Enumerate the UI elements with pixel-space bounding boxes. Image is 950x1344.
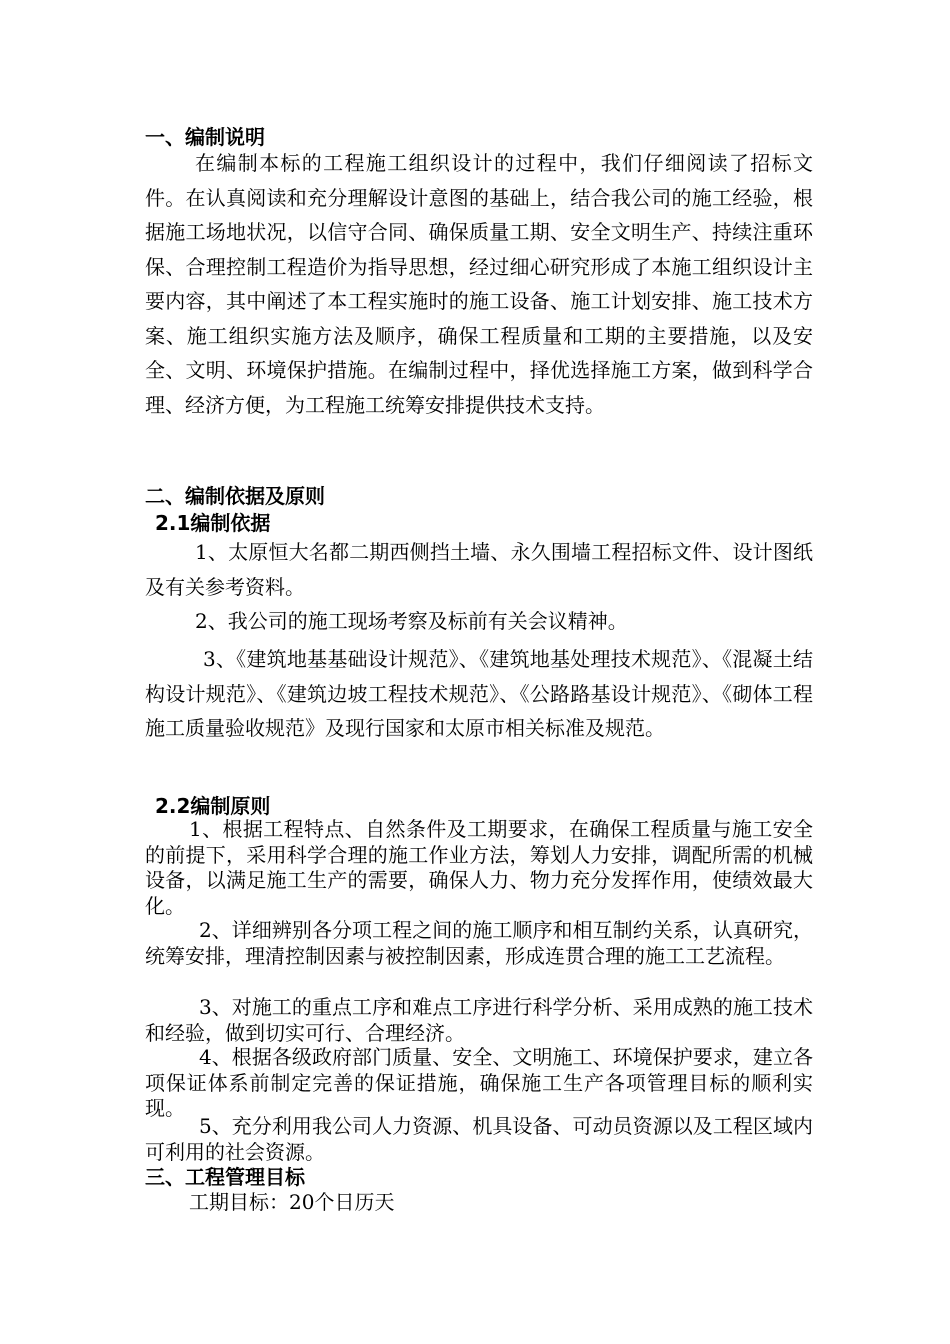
principle-item-3: 3、对施工的重点工序和难点工序进行科学分析、采用成熟的施工技术和经验，做到切实可行、合理经济。 xyxy=(145,995,813,1045)
section-3-heading: 三、工程管理目标 xyxy=(145,1165,305,1189)
section-1-heading: 一、编制说明 xyxy=(145,125,265,149)
principle-item-5: 5、充分利用我公司人力资源、机具设备、可动员资源以及工程区域内可利用的社会资源。 xyxy=(145,1114,813,1164)
section-2-heading: 二、编制依据及原则 xyxy=(145,484,325,508)
basis-item-2: 2、我公司的施工现场考察及标前有关会议精神。 xyxy=(195,609,628,633)
principle-item-1: 1、根据工程特点、自然条件及工期要求，在确保工程质量与施工安全的前提下，采用科学合理的施工作业方法，筹划人力安排，调配所需的机械设备，以满足施工生产的需要，确保人力、物力充分发挥作用，使绩效最大化。 xyxy=(145,817,813,918)
principle-item-2: 2、详细辨别各分项工程之间的施工顺序和相互制约关系，认真研究，统筹安排，理清控制因素与被控制因素，形成连贯合理的施工工艺流程。 xyxy=(145,918,813,968)
section-1-paragraph: 在编制本标的工程施工组织设计的过程中，我们仔细阅读了招标文件。在认真阅读和充分理解设计意图的基础上，结合我公司的施工经验，根据施工场地状况，以信守合同、确保质量工期、安全文明生产、持续注重环保、合理控制工程造价为指导思想，经过细心研究形成了本施工组织设计主要内容，其中阐述了本工程实施时的施工设备、施工计划安排、施工技术方案、施工组织实施方法及顺序，确保工程质量和工期的主要措施，以及安全、文明、环境保护措施。在编制过程中，择优选择施工方案，做到科学合理、经济方便，为工程施工统筹安排提供技术支持。 xyxy=(145,151,813,417)
basis-item-3: 3、《建筑地基基础设计规范》、《建筑地基处理技术规范》、《混凝土结构设计规范》、《建筑边坡工程技术规范》、《公路路基设计规范》、《砌体工程施工质量验收规范》及现行国家和太原市相关标准及规范。 xyxy=(145,647,813,740)
principle-item-4: 4、根据各级政府部门质量、安全、文明施工、环境保护要求，建立各项保证体系前制定完善的保证措施，确保施工生产各项管理目标的顺利实现。 xyxy=(145,1045,813,1120)
section-2-1-heading: 2.1编制依据 xyxy=(155,511,271,535)
schedule-target: 工期目标：20个日历天 xyxy=(189,1190,395,1214)
section-2-2-heading: 2.2编制原则 xyxy=(155,794,271,818)
basis-item-1: 1、太原恒大名都二期西侧挡土墙、永久围墙工程招标文件、设计图纸及有关参考资料。 xyxy=(145,540,813,599)
